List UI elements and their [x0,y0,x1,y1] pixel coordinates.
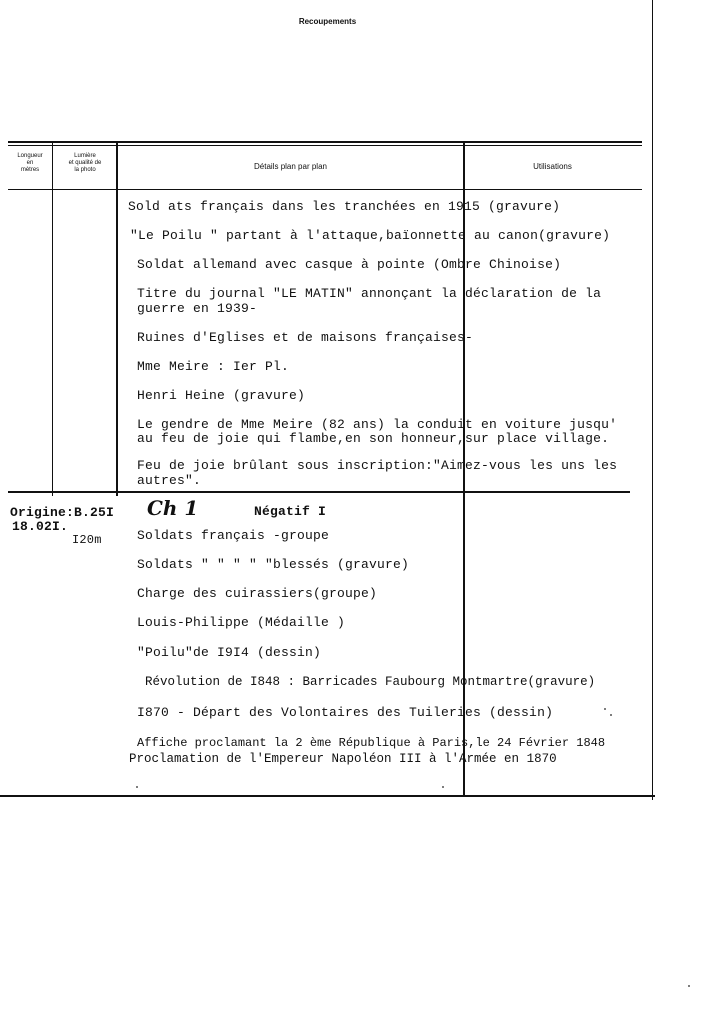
detail-line: Le gendre de Mme Meire (82 ans) la conduit en voiture jusqu' [137,417,618,432]
scan-speck [604,708,606,710]
scan-speck [688,985,690,987]
col-divider-2 [116,141,118,496]
handwritten-annotation: Ch 1 [147,496,199,520]
length-note: I20m [72,533,102,547]
table-bottom-border [0,795,655,797]
detail-line: guerre en 1939- [137,301,258,316]
table-top-border-2 [8,145,642,146]
detail-line: Charge des cuirassiers(groupe) [137,586,378,601]
detail-line: Révolution de I848 : Barricades Faubourg Montmartre(gravure) [145,675,596,689]
section-divider [8,491,630,493]
header-bottom-border [8,189,642,190]
header-details: Détails plan par plan [254,162,327,171]
detail-line: "Poilu"de I9I4 (dessin) [137,645,322,660]
detail-line: Soldats " " " " "blessés (gravure) [137,557,410,572]
detail-line: Proclamation de l'Empereur Napoléon III à l'Armée en 1870 [129,752,557,766]
right-page-edge [652,0,653,800]
negatif-label: Négatif I [254,504,327,519]
header-lumiere: Lumière et qualité de la photo [68,153,102,173]
detail-line: Mme Meire : Ier Pl. [137,359,290,374]
scan-speck [442,786,444,788]
detail-line: Ruines d'Eglises et de maisons françaises- [137,330,474,345]
scan-speck [136,786,138,788]
detail-line: Louis-Philippe (Médaille ) [137,615,346,630]
scan-speck [610,714,612,716]
table-top-border [8,141,642,143]
detail-line: autres". [137,473,202,488]
detail-line: Affiche proclamant la 2 ème République à Paris,le 24 Février 1848 [137,736,606,750]
detail-line: Feu de joie brûlant sous inscription:"Aimez-vous les uns les [137,458,618,473]
code-note: 18.02I. [12,519,69,534]
detail-line: Soldat allemand avec casque à pointe (Ombre Chinoise) [137,257,562,272]
detail-line: Henri Heine (gravure) [137,388,306,403]
detail-line: "Le Poilu " partant à l'attaque,baïonnette au canon(gravure) [130,228,611,243]
header-utilisations: Utilisations [533,162,572,171]
detail-line: Sold ats français dans les tranchées en 1915 (gravure) [128,199,561,214]
detail-line: Soldats français -groupe [137,528,330,543]
origine-note: Origine:B.25I [10,505,115,520]
page-title: Recoupements [298,17,357,26]
detail-line: I870 - Départ des Volontaires des Tuileries (dessin) [137,705,554,720]
col-divider-1 [52,141,53,496]
detail-line: au feu de joie qui flambe,en son honneur,sur place village. [137,431,610,446]
header-longueur: Longueur en mètres [17,153,43,173]
detail-line: Titre du journal "LE MATIN" annonçant la déclaration de la [137,286,602,301]
